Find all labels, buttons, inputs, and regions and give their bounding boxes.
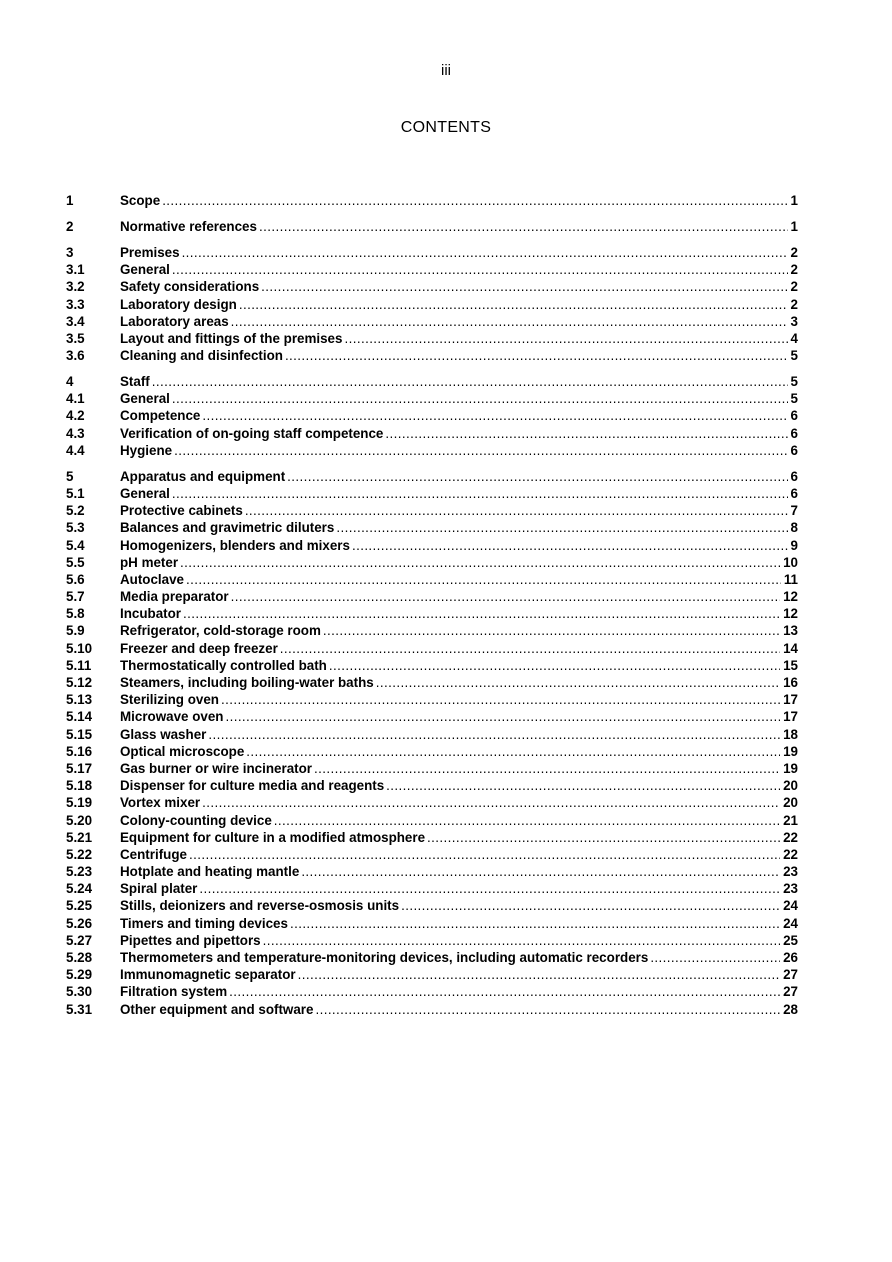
toc-entry-title: General [120, 262, 170, 278]
toc-dot-leader [172, 485, 788, 502]
toc-entry-number: 5.15 [66, 726, 93, 742]
toc-entry-number: 3.6 [66, 348, 85, 364]
toc-entry-number: 5.9 [66, 623, 85, 639]
toc-entry-title: Other equipment and software [120, 1001, 314, 1017]
toc-dot-leader [183, 605, 780, 622]
toc-entry[interactable] [66, 949, 798, 966]
toc-dot-leader [285, 347, 788, 364]
toc-entry[interactable] [66, 674, 798, 691]
toc-dot-leader [162, 192, 787, 209]
toc-entry-number: 5.4 [66, 537, 85, 553]
toc-dot-leader [225, 708, 780, 725]
toc-dot-leader [386, 777, 780, 794]
toc-entry-number: 5.25 [66, 898, 93, 914]
toc-entry-title: Hotplate and heating mantle [120, 864, 300, 880]
toc-entry-page: 6 [790, 442, 798, 458]
toc-entry-number: 5.5 [66, 554, 85, 570]
toc-entry[interactable] [66, 373, 798, 390]
toc-entry[interactable] [66, 347, 798, 364]
toc-entry-title: Vortex mixer [120, 795, 201, 811]
toc-entry-page: 6 [790, 468, 798, 484]
toc-entry-title: Steamers, including boiling-water baths [120, 675, 374, 691]
toc-entry-page: 9 [790, 537, 798, 553]
toc-entry-title: Centrifuge [120, 846, 187, 862]
toc-entry-page: 5 [790, 391, 798, 407]
toc-entry-number: 5.21 [66, 829, 93, 845]
toc-entry[interactable] [66, 296, 798, 313]
toc-dot-leader [172, 390, 788, 407]
toc-entry[interactable] [66, 863, 798, 880]
toc-entry-title: Homogenizers, blenders and mixers [120, 537, 350, 553]
toc-entry-page: 2 [790, 262, 798, 278]
toc-entry-page: 6 [790, 425, 798, 441]
toc-dot-leader [229, 983, 780, 1000]
toc-entry-page: 26 [783, 950, 798, 966]
toc-entry[interactable] [66, 330, 798, 347]
toc-entry[interactable] [66, 915, 798, 932]
toc-entry-number: 5.19 [66, 795, 93, 811]
toc-entry-title: Optical microscope [120, 743, 245, 759]
toc-entry-page: 23 [783, 881, 798, 897]
page-number: iii [441, 62, 451, 79]
toc-entry-title: Filtration system [120, 984, 228, 1000]
toc-dot-leader [202, 407, 787, 424]
toc-entry-title: Glass washer [120, 726, 207, 742]
toc-dot-leader [246, 743, 780, 760]
toc-entry[interactable] [66, 812, 798, 829]
toc-entry-number: 5.17 [66, 760, 93, 776]
toc-entry-number: 2 [66, 218, 74, 234]
toc-entry[interactable] [66, 829, 798, 846]
toc-entry-page: 3 [790, 313, 798, 329]
toc-entry-number: 5.2 [66, 503, 85, 519]
toc-entry-page: 15 [783, 657, 798, 673]
toc-entry-title: Verification of on-going staff competence [120, 425, 384, 441]
toc-entry-number: 3.3 [66, 296, 85, 312]
toc-entry[interactable] [66, 554, 798, 571]
toc-entry[interactable] [66, 708, 798, 725]
toc-entry-number: 5.29 [66, 967, 93, 983]
toc-entry-page: 21 [783, 812, 798, 828]
toc-entry-page: 6 [790, 485, 798, 501]
toc-entry-title: Scope [120, 192, 161, 208]
toc-dot-leader [298, 966, 780, 983]
toc-dot-leader [274, 812, 780, 829]
toc-dot-leader [263, 932, 780, 949]
toc-entry-page: 19 [783, 760, 798, 776]
toc-entry[interactable] [66, 657, 798, 674]
toc-entry-title: Apparatus and equipment [120, 468, 286, 484]
toc-entry-number: 5.28 [66, 950, 93, 966]
toc-dot-leader [301, 863, 780, 880]
toc-entry-number: 5.18 [66, 778, 93, 794]
toc-entry-number: 5.27 [66, 932, 93, 948]
toc-entry[interactable] [66, 743, 798, 760]
toc-entry-number: 5.13 [66, 692, 93, 708]
toc-entry-page: 12 [783, 606, 798, 622]
toc-entry[interactable] [66, 726, 798, 743]
toc-entry-page: 22 [783, 846, 798, 862]
toc-entry-page: 11 [783, 571, 798, 587]
toc-entry-page: 24 [783, 898, 798, 914]
toc-dot-leader [245, 502, 788, 519]
toc-entry-title: Refrigerator, cold-storage room [120, 623, 321, 639]
toc-entry-number: 3.5 [66, 330, 85, 346]
toc-dot-leader [231, 313, 788, 330]
toc-entry-page: 4 [790, 330, 798, 346]
toc-entry-number: 5.3 [66, 520, 85, 536]
toc-dot-leader [208, 726, 780, 743]
toc-entry-title: Media preparator [120, 589, 229, 605]
toc-dot-leader [261, 278, 787, 295]
toc-entry[interactable] [66, 640, 798, 657]
toc-entry-page: 17 [783, 692, 798, 708]
toc-entry-page: 20 [783, 778, 798, 794]
toc-entry[interactable] [66, 932, 798, 949]
toc-entry-number: 5.6 [66, 571, 85, 587]
toc-entry-number: 5.22 [66, 846, 93, 862]
toc-entry[interactable] [66, 880, 798, 897]
toc-entry-page: 8 [790, 520, 798, 536]
toc-entry-title: Autoclave [120, 571, 184, 587]
toc-entry-title: Laboratory areas [120, 313, 229, 329]
toc-entry-page: 2 [790, 296, 798, 312]
table-of-contents [66, 192, 798, 1018]
toc-entry-title: Stills, deionizers and reverse-osmosis units [120, 898, 400, 914]
toc-entry-number: 5.20 [66, 812, 93, 828]
toc-entry-title: Pipettes and pipettors [120, 932, 261, 948]
toc-entry-title: Hygiene [120, 442, 173, 458]
toc-dot-leader [186, 571, 781, 588]
toc-entry-number: 4.3 [66, 425, 85, 441]
toc-entry[interactable] [66, 192, 798, 209]
toc-entry-page: 20 [783, 795, 798, 811]
toc-entry-number: 5.7 [66, 589, 85, 605]
toc-entry[interactable] [66, 898, 798, 915]
toc-dot-leader [280, 640, 780, 657]
toc-entry-page: 22 [783, 829, 798, 845]
toc-dot-leader [152, 373, 788, 390]
toc-dot-leader [290, 915, 780, 932]
toc-entry[interactable] [66, 605, 798, 622]
toc-entry-title: Protective cabinets [120, 503, 243, 519]
toc-entry-number: 5.24 [66, 881, 93, 897]
toc-entry-number: 4 [66, 374, 74, 390]
toc-entry-title: Incubator [120, 606, 182, 622]
toc-entry-number: 5.23 [66, 864, 93, 880]
toc-entry-page: 27 [783, 967, 798, 983]
toc-entry-number: 5.1 [66, 485, 85, 501]
toc-dot-leader [221, 691, 780, 708]
toc-entry[interactable] [66, 1001, 798, 1018]
toc-entry-title: Equipment for culture in a modified atmosphere [120, 829, 426, 845]
toc-entry-title: Microwave oven [120, 709, 224, 725]
toc-dot-leader [202, 794, 780, 811]
toc-entry-title: General [120, 391, 170, 407]
toc-dot-leader [314, 760, 780, 777]
toc-entry[interactable] [66, 571, 798, 588]
toc-entry-page: 1 [790, 192, 798, 208]
toc-entry-title: Colony-counting device [120, 812, 272, 828]
toc-dot-leader [287, 468, 787, 485]
toc-entry-page: 10 [783, 554, 798, 570]
toc-entry-page: 5 [790, 348, 798, 364]
toc-dot-leader [189, 846, 780, 863]
toc-entry-title: Timers and timing devices [120, 915, 288, 931]
toc-entry-number: 5.12 [66, 675, 93, 691]
toc-heading: CONTENTS [400, 119, 492, 136]
toc-entry-number: 4.1 [66, 391, 85, 407]
toc-entry-title: Staff [120, 374, 150, 390]
toc-entry-page: 12 [783, 589, 798, 605]
toc-entry[interactable] [66, 313, 798, 330]
toc-entry[interactable] [66, 278, 798, 295]
toc-entry-title: Thermometers and temperature-monitoring devices, including automatic recorders [120, 950, 649, 966]
toc-entry[interactable] [66, 519, 798, 536]
toc-entry-page: 18 [783, 726, 798, 742]
toc-dot-leader [323, 622, 780, 639]
toc-entry-title: Competence [120, 408, 201, 424]
toc-dot-leader [376, 674, 780, 691]
toc-entry[interactable] [66, 468, 798, 485]
toc-dot-leader [344, 330, 787, 347]
toc-entry[interactable] [66, 502, 798, 519]
toc-entry-title: Laboratory design [120, 296, 237, 312]
toc-entry-number: 5.31 [66, 1001, 93, 1017]
toc-entry-page: 28 [783, 1001, 798, 1017]
toc-dot-leader [650, 949, 780, 966]
toc-entry-number: 4.2 [66, 408, 85, 424]
toc-dot-leader [352, 537, 788, 554]
toc-entry-page: 17 [783, 709, 798, 725]
toc-entry-number: 1 [66, 192, 74, 208]
toc-dot-leader [315, 1001, 780, 1018]
toc-dot-leader [182, 244, 788, 261]
toc-entry-page: 25 [783, 932, 798, 948]
toc-entry[interactable] [66, 261, 798, 278]
toc-dot-leader [174, 442, 787, 459]
toc-entry-page: 27 [783, 984, 798, 1000]
toc-entry-title: Safety considerations [120, 279, 260, 295]
toc-entry-title: Normative references [120, 218, 257, 234]
toc-entry-number: 5.11 [66, 657, 92, 673]
toc-entry-number: 5 [66, 468, 74, 484]
toc-entry[interactable] [66, 966, 798, 983]
toc-entry[interactable] [66, 777, 798, 794]
toc-entry[interactable] [66, 407, 798, 424]
toc-dot-leader [231, 588, 780, 605]
toc-entry-number: 3.2 [66, 279, 85, 295]
toc-entry-page: 16 [783, 675, 798, 691]
toc-entry[interactable] [66, 442, 798, 459]
toc-entry[interactable] [66, 244, 798, 261]
toc-entry-title: Gas burner or wire incinerator [120, 760, 312, 776]
toc-entry-number: 5.16 [66, 743, 93, 759]
toc-entry[interactable] [66, 425, 798, 442]
toc-entry-number: 4.4 [66, 442, 85, 458]
toc-entry-page: 6 [790, 408, 798, 424]
toc-entry[interactable] [66, 691, 798, 708]
toc-entry-title: General [120, 485, 170, 501]
toc-entry-title: Immunomagnetic separator [120, 967, 296, 983]
toc-entry-number: 3.4 [66, 313, 85, 329]
toc-entry-title: Sterilizing oven [120, 692, 219, 708]
toc-dot-leader [180, 554, 780, 571]
toc-entry[interactable] [66, 390, 798, 407]
toc-entry-title: Spiral plater [120, 881, 198, 897]
toc-entry-number: 5.10 [66, 640, 93, 656]
toc-entry-page: 13 [783, 623, 798, 639]
toc-entry-title: Premises [120, 244, 180, 260]
toc-entry-page: 23 [783, 864, 798, 880]
toc-entry-number: 3.1 [66, 262, 85, 278]
toc-entry-title: Dispenser for culture media and reagents [120, 778, 385, 794]
toc-entry-page: 24 [783, 915, 798, 931]
toc-dot-leader [259, 218, 788, 235]
toc-entry[interactable] [66, 485, 798, 502]
toc-dot-leader [385, 425, 787, 442]
toc-dot-leader [329, 657, 780, 674]
toc-entry-page: 14 [783, 640, 798, 656]
toc-entry[interactable] [66, 218, 798, 235]
toc-dot-leader [336, 519, 787, 536]
toc-entry-number: 3 [66, 244, 74, 260]
toc-entry-title: Freezer and deep freezer [120, 640, 278, 656]
toc-entry-page: 2 [790, 244, 798, 260]
toc-dot-leader [199, 880, 780, 897]
toc-entry-title: pH meter [120, 554, 179, 570]
toc-entry-page: 1 [790, 218, 798, 234]
toc-entry-title: Layout and fittings of the premises [120, 330, 343, 346]
toc-entry-number: 5.14 [66, 709, 93, 725]
toc-dot-leader [172, 261, 788, 278]
toc-entry[interactable] [66, 794, 798, 811]
toc-dot-leader [239, 296, 788, 313]
toc-entry[interactable] [66, 983, 798, 1000]
toc-dot-leader [427, 829, 780, 846]
toc-entry[interactable] [66, 846, 798, 863]
toc-dot-leader [401, 897, 780, 914]
toc-entry[interactable] [66, 760, 798, 777]
toc-entry-number: 5.30 [66, 984, 93, 1000]
toc-entry-page: 2 [790, 279, 798, 295]
toc-entry-number: 5.26 [66, 915, 93, 931]
toc-entry-page: 7 [790, 503, 798, 519]
toc-entry-title: Thermostatically controlled bath [120, 657, 327, 673]
toc-entry-number: 5.8 [66, 606, 85, 622]
toc-entry-page: 5 [790, 374, 798, 390]
toc-entry[interactable] [66, 588, 798, 605]
toc-entry[interactable] [66, 537, 798, 554]
toc-entry-title: Balances and gravimetric diluters [120, 520, 335, 536]
toc-entry[interactable] [66, 623, 798, 640]
toc-entry-page: 19 [783, 743, 798, 759]
toc-entry-title: Cleaning and disinfection [120, 348, 283, 364]
